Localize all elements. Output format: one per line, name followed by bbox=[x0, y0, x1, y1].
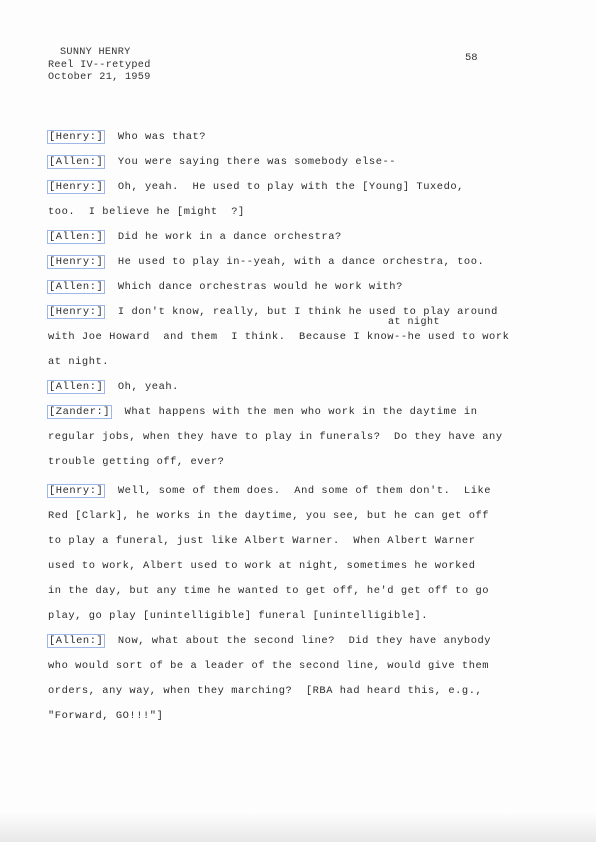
header-date: October 21, 1959 bbox=[48, 72, 151, 83]
speaker-label: [Allen:] bbox=[49, 156, 104, 168]
speaker-line bbox=[48, 180, 464, 194]
line-text: trouble getting off, ever? bbox=[48, 456, 225, 468]
line-text: at night. bbox=[48, 356, 110, 368]
line-text: Oh, yeah. He used to play with the [Young] Tuxedo, bbox=[104, 181, 464, 193]
continuation-line bbox=[48, 455, 224, 469]
line-text: who would sort of be a leader of the second line, would give them bbox=[48, 660, 490, 672]
header-reel: Reel IV--retyped bbox=[48, 59, 151, 71]
speaker-line bbox=[48, 130, 206, 144]
continuation-line bbox=[48, 609, 428, 623]
line-text: He used to play in--yeah, with a dance orchestra, too. bbox=[104, 256, 485, 268]
speaker-label: [Allen:] bbox=[49, 281, 104, 293]
line-text: Now, what about the second line? Did they have anybody bbox=[104, 635, 492, 647]
continuation-line bbox=[48, 205, 245, 219]
speaker-line bbox=[48, 634, 491, 648]
continuation-line bbox=[48, 355, 109, 369]
speaker-label: [Henry:] bbox=[49, 181, 104, 193]
speaker-line bbox=[48, 230, 342, 244]
interlinear-insert: at night bbox=[388, 317, 441, 328]
continuation-line bbox=[48, 684, 482, 698]
line-text: to play a funeral, just like Albert Warner. When Albert Warner bbox=[48, 535, 476, 547]
line-text: Which dance orchestras would he work with? bbox=[104, 281, 403, 293]
line-text: Well, some of them does. And some of them don't. Like bbox=[104, 485, 492, 497]
line-text: "Forward, GO!!!"] bbox=[48, 710, 164, 722]
speaker-label: [Zander:] bbox=[49, 406, 111, 418]
continuation-line bbox=[48, 509, 489, 523]
continuation-line bbox=[48, 330, 509, 344]
continuation-line bbox=[48, 584, 489, 598]
document-header bbox=[48, 47, 151, 85]
line-text: What happens with the men who work in the daytime in bbox=[111, 406, 478, 418]
speaker-label: [Allen:] bbox=[49, 381, 104, 393]
header-name: SUNNY HENRY bbox=[60, 47, 131, 58]
line-text: in the day, but any time he wanted to get off, he'd get off to go bbox=[48, 585, 490, 597]
speaker-label: [Allen:] bbox=[49, 231, 104, 243]
line-text: orders, any way, when they marching? [RBA had heard this, e.g., bbox=[48, 685, 483, 697]
line-text: regular jobs, when they have to play in funerals? Do they have any bbox=[48, 431, 503, 443]
page-bottom-edge bbox=[0, 810, 596, 842]
speaker-line bbox=[48, 155, 396, 169]
line-text: used to work, Albert used to work at night, sometimes he worked bbox=[48, 560, 476, 572]
speaker-line bbox=[48, 405, 478, 419]
speaker-line bbox=[48, 280, 403, 294]
continuation-line bbox=[48, 659, 489, 673]
continuation-line bbox=[48, 534, 475, 548]
line-text: You were saying there was somebody else-- bbox=[104, 156, 397, 168]
speaker-label: [Henry:] bbox=[49, 256, 104, 268]
speaker-label: [Allen:] bbox=[49, 635, 104, 647]
continuation-line bbox=[48, 709, 163, 723]
line-text: I don't know, really, but I think he used to play around bbox=[104, 306, 498, 318]
speaker-line bbox=[48, 484, 491, 498]
continuation-line bbox=[48, 559, 475, 573]
speaker-label: [Henry:] bbox=[49, 306, 104, 318]
continuation-line bbox=[48, 430, 503, 444]
line-text: Red [Clark], he works in the daytime, you see, but he can get off bbox=[48, 510, 490, 522]
line-text: Oh, yeah. bbox=[104, 381, 179, 393]
speaker-line bbox=[48, 255, 484, 269]
line-text: Who was that? bbox=[104, 131, 207, 143]
speaker-label: [Henry:] bbox=[49, 131, 104, 143]
speaker-line bbox=[48, 380, 179, 394]
page-number: 58 bbox=[465, 52, 478, 64]
speaker-label: [Henry:] bbox=[49, 485, 104, 497]
line-text: Did he work in a dance orchestra? bbox=[104, 231, 342, 243]
line-text: play, go play [unintelligible] funeral [unintelligible]. bbox=[48, 610, 428, 622]
line-text: with Joe Howard and them I think. Because I know--he used to work bbox=[48, 331, 510, 343]
line-text: too. I believe he [might ?] bbox=[48, 206, 245, 218]
